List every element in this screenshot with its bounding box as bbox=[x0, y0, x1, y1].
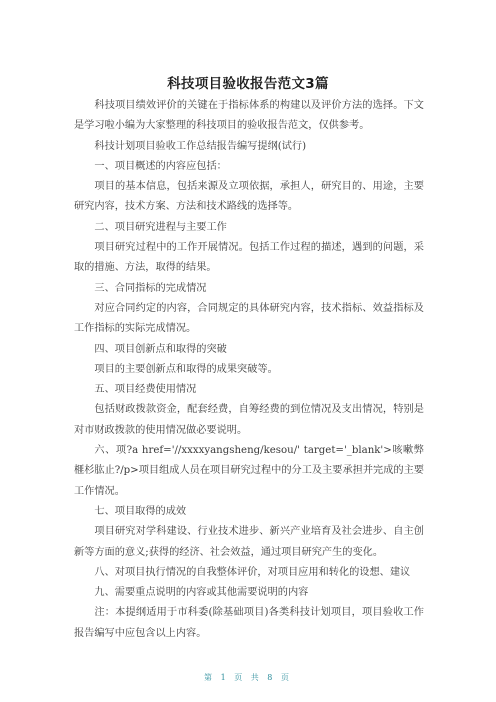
section-heading-3: 三、合同指标的完成情况 bbox=[94, 282, 207, 294]
section-6-paragraph: 六、项?a href='//xxxxyangsheng/kesou/' target='_blank'>咳嗽弊榧杉肱止?/p>项目组成人员在项目研究过程中的分工及主要承担并完成的主要工作情况。 bbox=[74, 445, 424, 497]
section-heading-2: 二、项目研究进程与主要工作 bbox=[94, 221, 227, 233]
section-heading-4: 四、项目创新点和取得的突破 bbox=[94, 343, 227, 355]
section-body-5: 包括财政拨款资金，配套经费，自筹经费的到位情况及支出情况，特别是对市财政拨款的使用情况做必要说明。 bbox=[74, 404, 424, 436]
section-body-3: 对应合同约定的内容，合同规定的具体研究内容，技术指标、效益指标及工作指标的实际完成情况。 bbox=[74, 302, 424, 335]
section-body-1: 项目的基本信息，包括来源及立项依据，承担人，研究目的、用途，主要研究内容，技术方案、方法和技术路线的选择等。 bbox=[74, 181, 424, 213]
page-number-footer: 第 1 页 共 8 页 bbox=[204, 673, 292, 682]
note-paragraph: 注：本提纲适用于市科委(除基础项目)各类科技计划项目，项目验收工作报告编写中应包含以上内容。 bbox=[74, 607, 424, 639]
outline-heading: 科技计划项目验收工作总结报告编写提纲(试行) bbox=[94, 140, 307, 152]
section-body-4: 项目的主要创新点和取得的成果突破等。 bbox=[94, 363, 278, 375]
document-title: 科技项目验收报告范文3篇 bbox=[167, 76, 329, 92]
section-heading-8: 八、对项目执行情况的自我整体评价，对项目应用和转化的设想、建议 bbox=[94, 566, 411, 578]
section-body-2: 项目研究过程中的工作开展情况。包括工作过程的描述，遇到的问题，采取的措施、方法，取得的结果。 bbox=[74, 242, 424, 274]
section-heading-1: 一、项目概述的内容应包括： bbox=[94, 160, 227, 172]
section-heading-5: 五、项目经费使用情况 bbox=[94, 384, 197, 396]
section-heading-7: 七、项目取得的成效 bbox=[94, 505, 187, 517]
document-body bbox=[74, 96, 424, 644]
section-heading-9: 九、需要重点说明的内容或其他需要说明的内容 bbox=[94, 587, 309, 599]
intro-paragraph: 科技项目绩效评价的关键在于指标体系的构建以及评价方法的选择。下文是学习啦小编为大家整理的科技项目的验收报告范文，仅供参考。 bbox=[74, 100, 424, 132]
section-body-7: 项目研究对学科建设、行业技术进步、新兴产业培育及社会进步、自主创新等方面的意义;获得的经济、社会效益，通过项目研究产生的变化。 bbox=[74, 526, 424, 558]
